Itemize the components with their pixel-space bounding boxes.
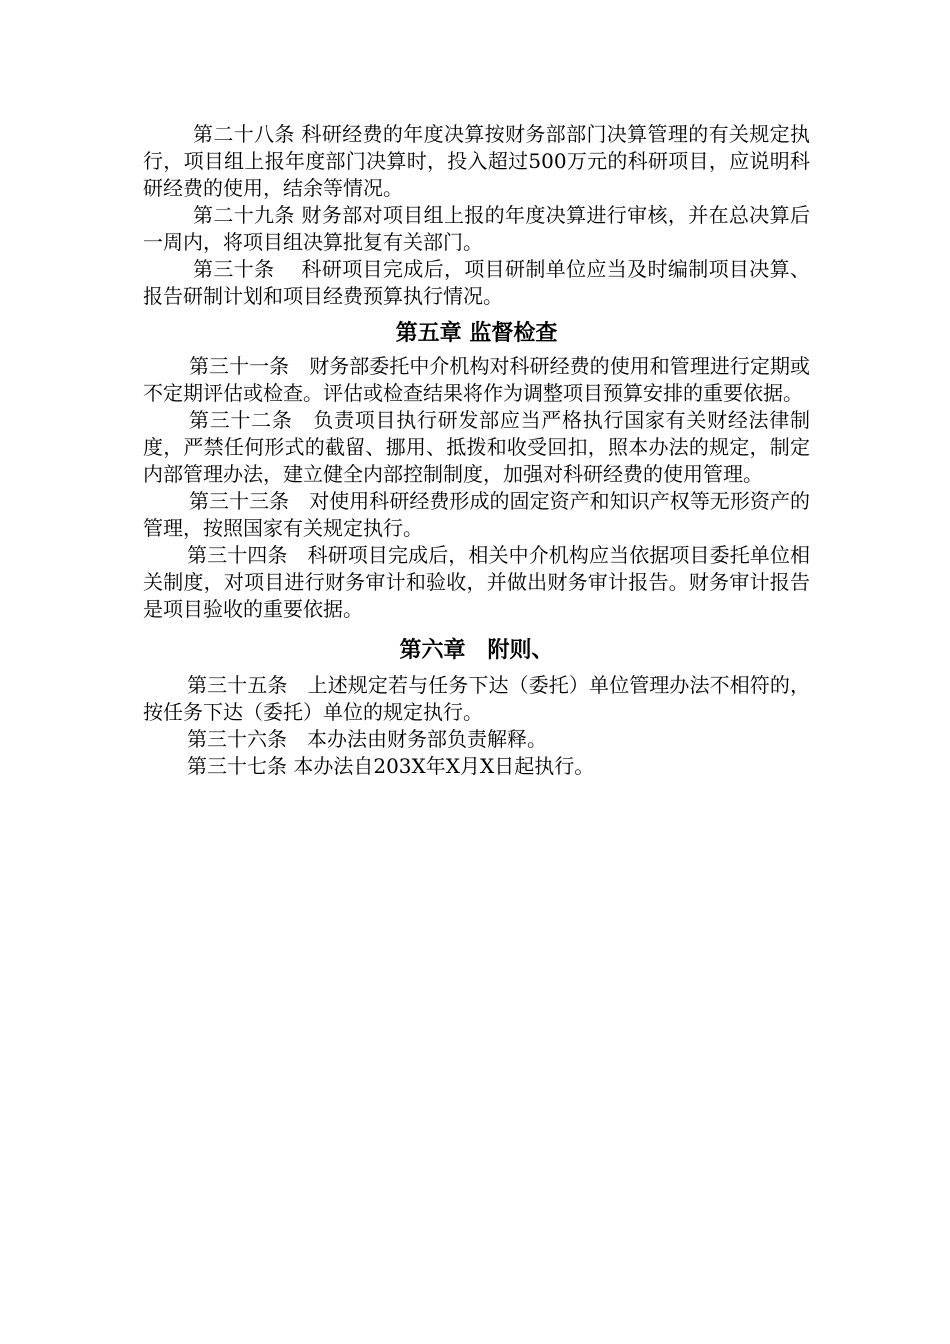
article-37: 第三十七条 本办法自203X年X月X日起执行。	[187, 754, 595, 778]
chapter-6-title: 第六章 附则、	[399, 638, 554, 663]
article-28: 第二十八条 科研经费的年度决算按财务部部门决算管理的有关规定执行，项目组上报年度部门决算时，投入超过500万元的科研项目，应说明科研经费的使用，结余等情况。	[143, 122, 810, 200]
article-36: 第三十六条 本办法由财务部负责解释。	[187, 727, 547, 751]
article-29: 第二十九条 财务部对项目组上报的年度决算进行审核，并在总决算后一周内，将项目组决算批复有关部门。	[143, 203, 810, 254]
article-31: 第三十一条 财务部委托中介机构对科研经费的使用和管理进行定期或不定期评估或检查。评估或检查结果将作为调整项目预算安排的重要依据。	[143, 354, 810, 405]
article-33: 第三十三条 对使用科研经费形成的固定资产和知识产权等无形资产的管理，按照国家有关规定执行。	[143, 489, 810, 540]
document-page	[143, 121, 810, 780]
chapter-5-title: 第五章 监督检查	[395, 321, 558, 346]
article-34: 第三十四条 科研项目完成后，相关中介机构应当依据项目委托单位相关制度，对项目进行财务审计和验收，并做出财务审计报告。财务审计报告是项目验收的重要依据。	[143, 543, 810, 621]
article-32: 第三十二条 负责项目执行研发部应当严格执行国家有关财经法律制度，严禁任何形式的截留、挪用、抵拨和收受回扣，照本办法的规定，制定内部管理办法，建立健全内部控制制度，加强对科研经费的使用管理。	[143, 408, 810, 486]
article-30: 第三十条 科研项目完成后，项目研制单位应当及时编制项目决算、报告研制计划和项目经费预算执行情况。	[143, 257, 810, 308]
article-35: 第三十五条 上述规定若与任务下达（委托）单位管理办法不相符的，按任务下达（委托）单位的规定执行。	[143, 673, 810, 724]
